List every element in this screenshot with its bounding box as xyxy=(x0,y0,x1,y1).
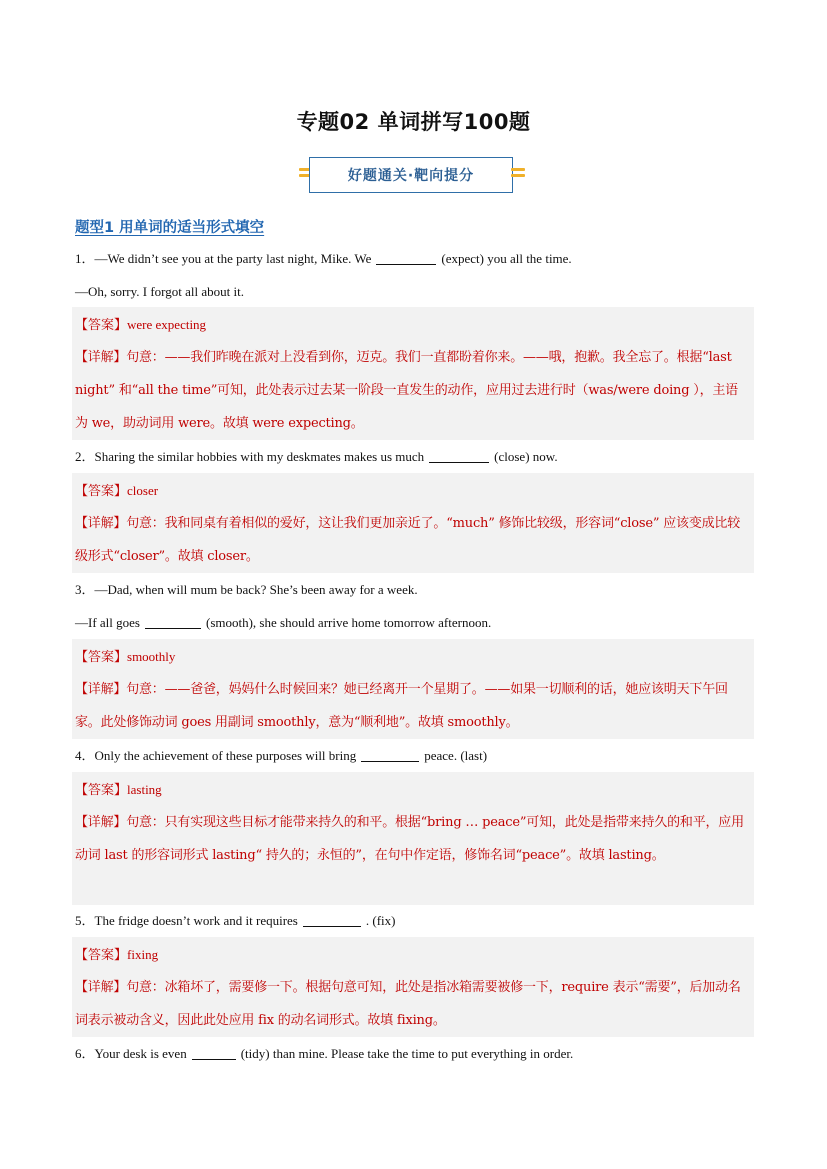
banner-decoration-icon xyxy=(511,168,525,182)
question-1: 1．—We didn’t see you at the party last night, Mike. We (expect) you all the time. xyxy=(75,251,572,266)
question-4: 4．Only the achievement of these purposes will bring peace. (last) xyxy=(75,748,488,763)
answer-1: 【答案】were expecting xyxy=(75,317,207,333)
answer-3: 【答案】smoothly xyxy=(75,649,176,665)
question-3-reply: —If all goes (smooth), she should arrive home tomorrow afternoon. xyxy=(75,615,492,630)
answer-block-2 xyxy=(72,473,754,573)
page-title: 专题02 单词拼写100题 xyxy=(296,110,531,134)
question-6: 6．Your desk is even (tidy) than mine. Please take the time to put everything in order. xyxy=(75,1046,574,1061)
answer-block-3 xyxy=(72,639,754,739)
answer-2: 【答案】closer xyxy=(75,483,159,499)
explanation-1: 【详解】句意：——我们昨晚在派对上没看到你，迈克。我们一直都盼着你来。——哦，抱歉。我全忘了。根据“last night” 和“all the time”可知，此处表示过去某一阶段一直发生的动作，应用过去进行时（was/were doing ），主语为 we，助动词用 were。故填 were expecting。 xyxy=(75,350,738,431)
question-2: 2．Sharing the similar hobbies with my deskmates makes us much (close) now. xyxy=(75,449,558,464)
answer-blank xyxy=(429,449,489,463)
answer-block-1 xyxy=(72,307,754,440)
answer-blank xyxy=(303,913,361,927)
banner xyxy=(299,156,525,196)
question-1-reply: —Oh, sorry. I forgot all about it. xyxy=(75,284,244,299)
answer-blank xyxy=(145,615,201,629)
question-3: 3．—Dad, when will mum be back? She’s been away for a week. xyxy=(75,582,418,597)
answer-blank xyxy=(376,251,436,265)
question-5: 5．The fridge doesn’t work and it requires . (fix) xyxy=(75,913,396,928)
banner-label: 好题通关·靶向提分 xyxy=(309,157,513,193)
answer-block-4 xyxy=(72,772,754,905)
section-heading: 题型1 用单词的适当形式填空 xyxy=(75,220,265,236)
answer-blank xyxy=(361,748,419,762)
answer-5: 【答案】fixing xyxy=(75,947,159,963)
explanation-3: 【详解】句意：——爸爸，妈妈什么时候回来？她已经离开一个星期了。——如果一切顺利的话，她应该明天下午回家。此处修饰动词 goes 用副词 smoothly，意为“顺利地”。故填 smoothly。 xyxy=(75,682,728,730)
explanation-5: 【详解】句意：冰箱坏了，需要修一下。根据句意可知，此处是指冰箱需要被修一下，require 表示“需要”，后加动名词表示被动含义，因此此处应用 fix 的动名词形式。故填 fixing。 xyxy=(75,980,741,1028)
answer-4: 【答案】lasting xyxy=(75,782,162,798)
answer-block-5 xyxy=(72,937,754,1037)
answer-blank xyxy=(192,1046,236,1060)
explanation-4: 【详解】句意：只有实现这些目标才能带来持久的和平。根据“bring … peace”可知，此处是指带来持久的和平，应用动词 last 的形容词形式 lasting“ 持久的；永恒的”，在句中作定语，修饰名词“peace”。故填 lasting。 xyxy=(75,815,744,863)
explanation-2: 【详解】句意：我和同桌有着相似的爱好，这让我们更加亲近了。“much” 修饰比较级，形容词“close” 应该变成比较级形式“closer”。故填 closer。 xyxy=(75,516,741,564)
